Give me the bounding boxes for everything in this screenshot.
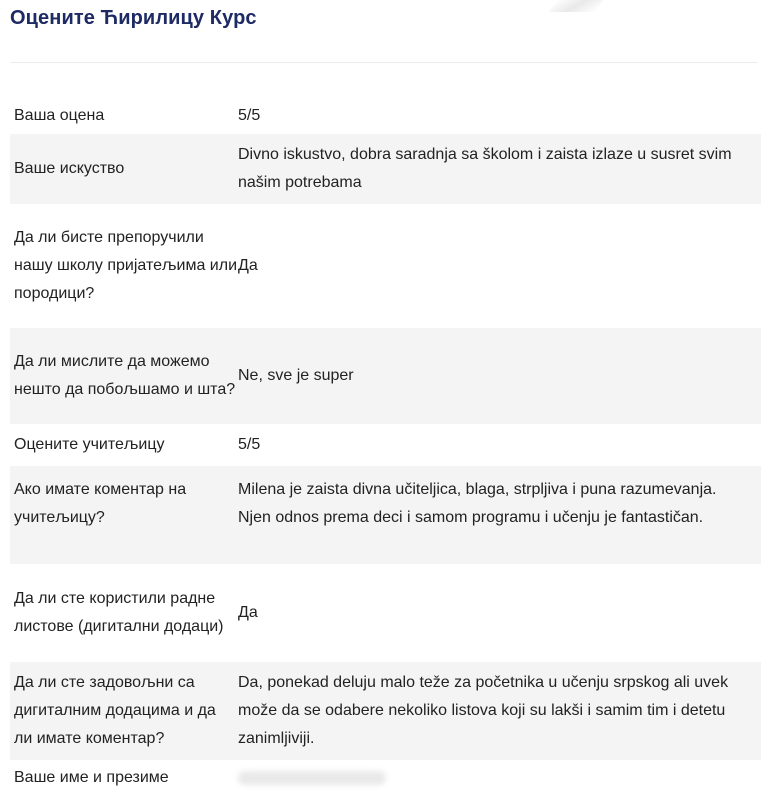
- header-divider: [10, 62, 758, 63]
- row-value: Milena je zaista divna učiteljica, blaga, strpljiva i puna razumevanja. Njen odnos prema deci i samom programu i učenju je fantastičan.: [238, 481, 717, 526]
- page-title: Оцените Ћирилицу Курс: [10, 7, 257, 29]
- table-row: [10, 204, 761, 328]
- row-label: Да ли мислите да можемо нешто да побољшамо и шта?: [14, 353, 236, 398]
- table-row: [10, 98, 761, 134]
- row-label: Да ли сте задовољни са дигиталним додацима и да ли имате коментар?: [14, 674, 216, 747]
- row-label: Да ли бисте препоручили нашу школу пријатељима или породици?: [14, 229, 237, 302]
- table-row: [10, 424, 761, 466]
- row-value: Divno iskustvo, dobra saradnja sa školom i zaista izlaze u susret svim našim potrebama: [238, 146, 732, 191]
- row-label: Ако имате коментар на учитељицу?: [14, 481, 187, 526]
- table-row: [10, 564, 761, 662]
- row-value: Ne, sve je super: [238, 367, 354, 384]
- row-value: [238, 764, 761, 792]
- row-label: Ваше име и презиме: [14, 769, 169, 786]
- row-label: Ваше искуство: [14, 160, 125, 177]
- row-label: Ваша оцена: [14, 107, 105, 124]
- review-table: [10, 98, 761, 796]
- row-value: Da, ponekad deluju malo teže za početnika u učenju srpskog ali uvek može da se odabere nekoliko listova koji su lakši i samim tim i detetu zanimljiviji.: [238, 674, 729, 747]
- row-label: Оцените учитељицу: [14, 436, 165, 453]
- row-value: 5/5: [238, 107, 261, 124]
- redacted-name: [238, 771, 386, 785]
- row-value: Да: [238, 257, 258, 274]
- row-value: 5/5: [238, 436, 261, 453]
- row-value: Да: [238, 604, 258, 621]
- table-row: [10, 662, 761, 760]
- decorative-mark: [549, 0, 603, 12]
- table-row: [10, 466, 761, 564]
- row-label: Да ли сте користили радне листове (дигитални додаци): [14, 590, 224, 635]
- table-row: [10, 134, 761, 204]
- table-row: [10, 328, 761, 424]
- table-row: [10, 760, 761, 796]
